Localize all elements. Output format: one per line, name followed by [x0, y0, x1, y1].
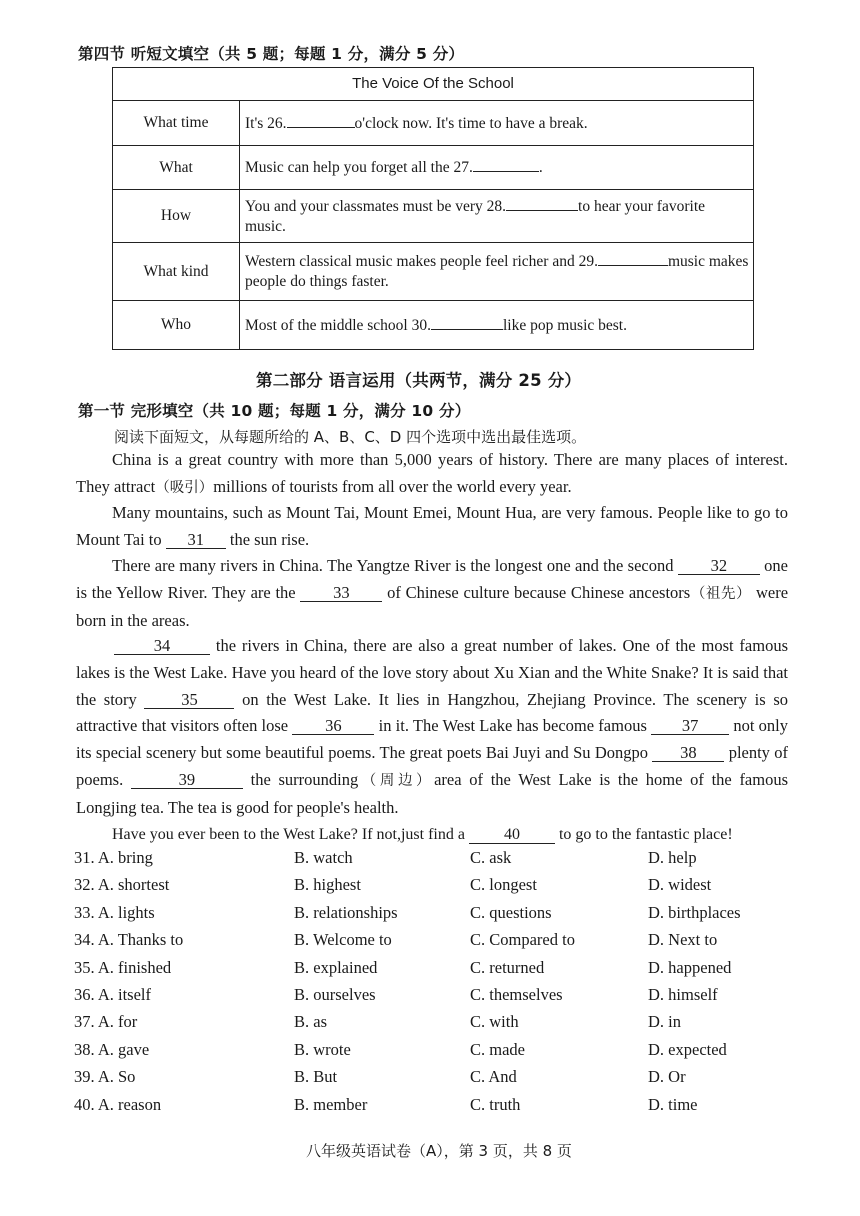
option-d[interactable]: D. expected [648, 1039, 727, 1059]
answer-blank-27[interactable] [473, 157, 539, 172]
option-c[interactable]: C. Compared to [470, 930, 575, 950]
listening-table [112, 67, 754, 350]
option-d[interactable]: D. happened [648, 957, 732, 977]
cloze-blank-36[interactable]: 36 [292, 718, 374, 735]
option-b[interactable]: B. But [294, 1067, 338, 1087]
option-c[interactable]: C. made [470, 1039, 525, 1059]
section4-heading: 第四节 听短文填空（共 5 题；每题 1 分，满分 5 分） [78, 45, 465, 63]
answer-blank-28[interactable] [506, 196, 578, 211]
option-c[interactable]: C. ask [470, 848, 512, 867]
instruction-text: 阅读下面短文，从每题所给的 A、B、C、D 四个选项中选出最佳选项。 [114, 428, 587, 446]
row-label: How [113, 190, 240, 242]
answer-blank-30[interactable] [431, 315, 503, 330]
cloze-blank-33[interactable]: 33 [300, 585, 382, 602]
option-b[interactable]: B. highest [294, 875, 361, 895]
passage-paragraph-5: Have you ever been to the West Lake? If not,just find a 40 to go to the fantastic place! [112, 826, 733, 843]
answer-blank-29[interactable] [598, 251, 668, 266]
row-content: Most of the middle school 30. like pop music best. [245, 316, 627, 334]
table-row [113, 146, 753, 190]
option-c[interactable]: C. with [470, 1012, 519, 1032]
answer-blank-26[interactable] [287, 113, 355, 128]
option-c[interactable]: C. themselves [470, 984, 563, 1004]
option-d[interactable]: D. in [648, 1012, 681, 1032]
option-a[interactable]: 40. A. reason [74, 1094, 162, 1114]
option-a[interactable]: 33. A. lights [74, 902, 155, 922]
passage-paragraph-2: Many mountains, such as Mount Tai, Mount Emei, Mount Hua, are very famous. People like to go to Mount Tai to 31 the sun rise. [76, 503, 788, 549]
options-list [74, 848, 774, 1122]
option-d[interactable]: D. Next to [648, 930, 718, 950]
option-b[interactable]: B. explained [294, 957, 378, 977]
row-content: Music can help you forget all the 27. . [245, 159, 543, 176]
cloze-blank-32[interactable]: 32 [678, 558, 760, 575]
cloze-blank-40[interactable]: 40 [469, 827, 555, 844]
option-row [74, 1067, 774, 1094]
option-row [74, 1012, 774, 1039]
option-row [74, 1040, 774, 1067]
option-d[interactable]: D. time [648, 1094, 698, 1114]
cloze-blank-37[interactable]: 37 [651, 718, 729, 735]
option-d[interactable]: D. birthplaces [648, 902, 741, 922]
option-d[interactable]: D. himself [648, 984, 718, 1004]
option-d[interactable]: D. widest [648, 875, 712, 895]
row-content: It's 26. o'clock now. It's time to have a break. [245, 114, 588, 132]
option-row [74, 875, 774, 902]
passage-paragraph-4: 34 the rivers in China, there are also a great number of lakes. One of the most famous lakes is the West Lake. Have you heard of the love story about Xu Xian and the White Snake? It is said that the story 35 on the West Lake. It lies in Hangzhou, Zhejiang Province. The scenery is so attractive that visitors often lose 36 in it. The West Lake has become famous 37 not only its special scenery but some beautiful poems. The great poets Bai Juyi and Su Dongpo 38 plenty of poems. 39 the surrounding（周边）area of the West Lake is the home of the famous Longjing tea. The tea is good for people's health. [76, 636, 789, 817]
option-b[interactable]: B. Welcome to [294, 930, 392, 950]
part2-heading: 第二部分 语言运用（共两节，满分 25 分） [256, 371, 582, 390]
option-b[interactable]: B. ourselves [294, 984, 376, 1004]
table-row [113, 301, 753, 349]
option-d[interactable]: D. Or [648, 1067, 686, 1087]
row-label: Who [113, 301, 240, 349]
row-label: What kind [113, 243, 240, 300]
option-row [74, 930, 774, 957]
row-label: What [113, 146, 240, 189]
option-c[interactable]: C. And [470, 1067, 517, 1087]
cloze-blank-35[interactable]: 35 [144, 692, 234, 709]
row-content: You and your classmates must be very 28. to hear your favorite music. [245, 197, 706, 235]
option-a[interactable]: 38. A. gave [74, 1039, 150, 1059]
section1-heading: 第一节 完形填空（共 10 题；每题 1 分，满分 10 分） [78, 402, 471, 420]
table-row [113, 243, 753, 301]
option-b[interactable]: B. relationships [294, 902, 398, 922]
option-d[interactable]: D. help [648, 848, 697, 867]
row-content: Western classical music makes people feel richer and 29. music makes people do things faster. [245, 253, 749, 290]
option-c[interactable]: C. returned [470, 957, 545, 977]
option-row [74, 848, 774, 875]
passage-paragraph-1: China is a great country with more than 5,000 years of history. There are many places of interest. They attract（吸引）millions of tourists from all over the world every year. [76, 450, 788, 496]
option-a[interactable]: 39. A. So [74, 1067, 136, 1087]
option-a[interactable]: 35. A. finished [74, 957, 172, 977]
option-b[interactable]: B. watch [294, 848, 353, 867]
table-title: The Voice Of the School [113, 68, 753, 101]
row-label: What time [113, 101, 240, 145]
table-row [113, 190, 753, 243]
option-row [74, 985, 774, 1012]
option-b[interactable]: B. as [294, 1012, 327, 1032]
option-a[interactable]: 34. A. Thanks to [74, 930, 184, 950]
option-c[interactable]: C. questions [470, 902, 552, 922]
option-a[interactable]: 36. A. itself [74, 984, 151, 1004]
option-a[interactable]: 31. A. bring [74, 848, 153, 867]
cloze-blank-39[interactable]: 39 [131, 772, 243, 789]
cloze-blank-31[interactable]: 31 [166, 532, 226, 549]
option-b[interactable]: B. member [294, 1094, 368, 1114]
page-footer: 八年级英语试卷（A），第 3 页，共 8 页 [306, 1142, 572, 1160]
option-c[interactable]: C. truth [470, 1094, 521, 1114]
cloze-blank-38[interactable]: 38 [652, 745, 724, 762]
passage-paragraph-3: There are many rivers in China. The Yangtze River is the longest one and the second 32 one is the Yellow River. They are the 33 of Chinese culture because Chinese ancestors（祖先） were born in the areas. [76, 556, 789, 630]
option-a[interactable]: 32. A. shortest [74, 875, 170, 895]
option-row [74, 1095, 774, 1122]
cloze-blank-34[interactable]: 34 [114, 638, 210, 655]
option-c[interactable]: C. longest [470, 875, 537, 895]
option-row [74, 958, 774, 985]
option-row [74, 903, 774, 930]
option-b[interactable]: B. wrote [294, 1039, 351, 1059]
option-a[interactable]: 37. A. for [74, 1012, 138, 1032]
table-row [113, 101, 753, 146]
